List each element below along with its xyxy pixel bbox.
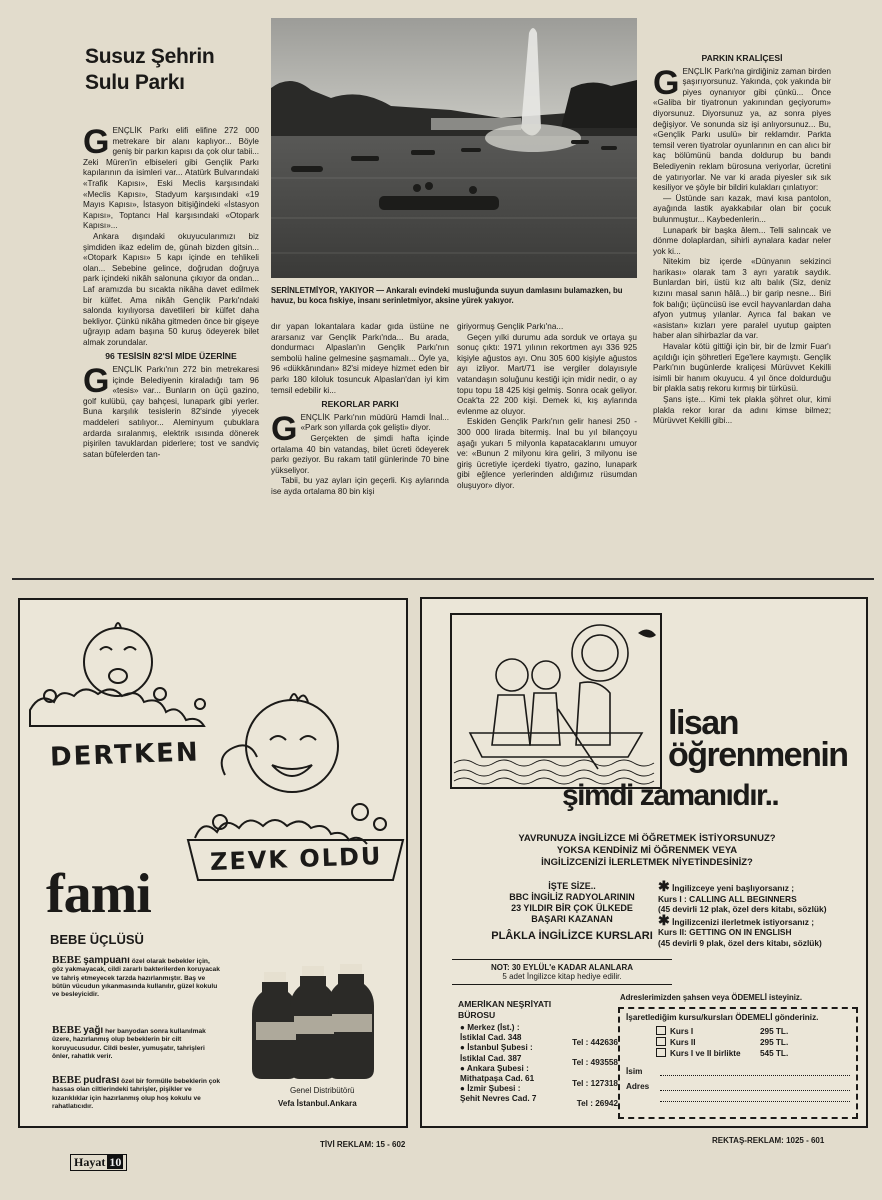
ad-credit-left: TİVİ REKLAM: 15 - 602: [320, 1140, 406, 1149]
paragraph: dır yapan lokantalara kadar gıda üstüne ne ararsanız var Gençlik Parkı'nda... Bu arada, dondurmacı Alpaslan'ın Gençlik Parkı'nın sembolü haline gelmesine şaşmamalı... Öyle ya, 96 «dükkânından» 82'si mideye hizmet eden bir parkı 180 kiloluk tosuncuk Alpaslan'dan iyi kim temsil edebilir ki...: [271, 322, 449, 395]
paragraph: ENÇLİK Parkı'na girdiğiniz zaman birden şaşırıyorsunuz. Yakında, çok yakında bir piyes oynanıyor gibi çünkü... Önce «Galiba bir tiyatronun yakınından geçiyorum» diyorsunuz. Diyorsunuz ya, az sonra piyes değişiyor. Ve sonunda siz işi anlıyorsunuz... Bu, «Gençlik Parkı usulü» bir reklamdır. Parkta temsil veren tiyatrolar oyunlarının en can alıcı bir kaç bölümünü banda doldurup bu bandı Belediyenin reklam bürosuna veriyorlar, ücretini de yatırıyorlar. Ne var ki arada piyesler sık sık kesiliyor ve şöyle bir bildiri kulakları çınlatıyor:: [653, 66, 831, 193]
article-column-1: [83, 123, 259, 460]
note-line: NOT: 30 EYLÜL'e KADAR ALANLARA: [490, 963, 634, 972]
name-label: İsim: [626, 1067, 643, 1076]
ad-headline: [668, 704, 848, 774]
headline-line1: Susuz Şehrin: [85, 45, 215, 68]
coupon-title: İşaretlediğim kursu/kursları ÖDEMELİ gönderiniz.: [626, 1013, 819, 1022]
address-phone: Tel : 493558: [572, 1058, 618, 1068]
paragraph: Geçen yılki durumu ada sorduk ve ortaya şu sonuç çıktı: 1971 yılının rekortmen ayı 336 925 kişiyle ağustos ayı. Onu 305 600 kişiyle ağustos ayı izliyor. Mart/71 ise vergiler dolayısıyle vatandaşın soluğunu kestiği için midir nedir, o ay topu topu 18 425 kişi gelmiş. Sonra ocak geliyor. Ocak'ta 22 200 kişi. Demek ki, kış aylarında evlenme az oluyor.: [457, 332, 637, 416]
address-street: İstiklal Cad. 387: [460, 1053, 522, 1063]
option-price: 545 TL.: [760, 1049, 789, 1058]
phone-list: [548, 1033, 618, 1115]
option-label: Kurs I: [670, 1027, 694, 1036]
bbc-line: BAŞARI KAZANAN: [531, 914, 613, 924]
paragraph: Şans işte... Kimi tek plakla şöhret olur, kimi plakla rekor kırar da adını kimse bilmez; Mürüvvet Kekilli gibi...: [653, 395, 831, 426]
drop-cap: G: [653, 63, 680, 102]
ad-slogan: ZEVK OLDU: [209, 841, 383, 877]
product-name: pudrası: [83, 1075, 120, 1086]
subheading: REKORLAR PARKI: [321, 399, 399, 410]
address-street: Mithatpaşa Cad. 61: [460, 1074, 535, 1084]
name-field[interactable]: [626, 1067, 850, 1076]
product-name: yağı: [83, 1025, 104, 1036]
park-fountain-photo: [271, 18, 637, 278]
address-street: İstiklal Cad. 348: [460, 1033, 522, 1043]
product-powder: [52, 1076, 222, 1111]
fami-baby-ad: [18, 598, 408, 1128]
option-price: 295 TL.: [760, 1027, 789, 1036]
order-intro: Adreslerimizden şahsen veya ÖDEMELİ isteyiniz.: [620, 993, 802, 1002]
course-2-detail: (45 devirli 9 plak, özel ders kitabı, sözlük): [658, 937, 822, 948]
ad-questions: [482, 833, 812, 869]
product-description: her banyodan sonra kullanılmak üzere, hazırlanmış olup bebeklerin bir cilt koruyucusudur. Cildi besler, yumuşatır, tahrişleri önler, rahatlık verir.: [52, 1028, 206, 1060]
page-number: 10: [109, 1155, 122, 1169]
address-name: ● Merkez (İst.) :: [460, 1023, 520, 1032]
product-title: BEBE: [52, 1074, 82, 1086]
course-2-title: Kurs II: GETTING ON IN ENGLISH: [658, 927, 792, 938]
subheading: 96 TESİSİN 82'Sİ MİDE ÜZERİNE: [105, 351, 237, 362]
order-coupon[interactable]: [618, 1007, 858, 1119]
product-oil: [52, 1026, 222, 1061]
question-line: YAVRUNUZA İNGİLİZCE Mİ ÖĞRETMEK İSTİYORSUNUZ?: [518, 833, 776, 844]
photo-illustration: [271, 18, 637, 278]
product-name: şampuanı: [83, 955, 130, 966]
product-description: özel olarak bebekler için, göz yakmayacak, cildi zararlı bakterilerden koruyacak ve tahriş etmeyecek tarzda hazırlanmıştır. Baş ve bütün vücudun yıkanmasında kullanılır, güzel kokulu ve besleyicidir.: [52, 958, 220, 999]
article-headline: [85, 44, 214, 96]
checkbox[interactable]: [656, 1048, 666, 1057]
address-street: Şehit Nevres Cad. 7: [460, 1094, 537, 1104]
option-price: 295 TL.: [760, 1038, 789, 1047]
address-name: ● Ankara Şubesi :: [460, 1063, 529, 1073]
question-line: YOKSA KENDİNİZ Mİ ÖĞRENMEK VEYA: [556, 845, 738, 856]
distributor-label: Genel Distribütörü: [290, 1086, 355, 1095]
section-divider: [12, 578, 874, 580]
paragraph: ENÇLİK Parkı'nın 272 bin metrekaresi içinde Belediyenin kiraladığı tam 96 «tesis» var... Bunların on üçü gazino, golf kulübü, çay bahçesi, lunapark gibi yerler. Buna karşılık tesislerin 82'sinde yiyecek maddeleri satılıyor... Aleminyum çubuklara ardarda sıralanmış, elektrik ısısında dönerek pişirilen tavuklardan piderlere; tost ve sandviç satan büfelerden tan-: [83, 365, 259, 459]
ad-credit-right: REKTAŞ-REKLAM: 1025 - 601: [712, 1136, 825, 1145]
coupon-option-3[interactable]: [656, 1048, 850, 1059]
magazine-name: Hayat: [74, 1155, 106, 1169]
product-bottles-icon: [248, 964, 378, 1084]
ad-headline-line3: şimdi zamanıdır..: [562, 779, 779, 812]
drop-cap: G: [83, 362, 110, 401]
drop-cap: G: [271, 409, 298, 448]
photo-caption: SERİNLETMİYOR, YAKIYOR — Ankaralı evindeki musluğunda suyun damlasını bulamazken, bu havuz, bu koca fıskiye, insanı serinletmiyor, aksine yürek yakıyor.: [271, 286, 623, 305]
checkbox[interactable]: [656, 1037, 666, 1046]
option-label: Kurs I ve II birlikte: [670, 1049, 741, 1058]
course-options: ✱ İngilizceye yeni başlıyorsanız ; Kurs I : CALLING ALL BEGINNERS (45 devirli 12 plak, özel ders kitabı, sözlük) ✱ İngilizcenizi ilerletmek istiyorsanız ; Kurs II: GETTING ON IN ENGLISH (45 devirli 9 plak, özel ders kitabı, sözlük): [658, 881, 858, 949]
bbc-block: [472, 881, 672, 942]
address-label: Adres: [626, 1082, 650, 1091]
paragraph: giriyormuş Gençlik Parkı'na...: [457, 322, 564, 331]
magazine-logo: [70, 1154, 127, 1171]
course-1-title: Kurs I : CALLING ALL BEGINNERS: [658, 893, 797, 904]
children-boat-illustration-icon: [450, 613, 662, 789]
publisher-name: AMERİKAN NEŞRİYATI: [458, 999, 552, 1009]
article-column-3: [457, 322, 637, 492]
product-shampoo: [52, 956, 222, 999]
coupon-options: [656, 1026, 850, 1059]
paragraph: Eskiden Gençlik Parkı'nın gelir hanesi 250 - 300 000 lirada bitermiş. İnal bu yıl bilançoyu aşağı yukarı 5 milyonla kapatacaklarını umuyor ve: «Bunun 2 milyonu kira geliri, 3 milyonu ise giriş ücretiyle içerdeki tiyatro, gazino, lunapark gibi eğlence yerlerinden aldığımız rüsumdan oluşuyor» diyor.: [457, 417, 637, 490]
address-phone: Tel : 442636: [572, 1038, 618, 1047]
paragraph: Havalar kötü gittiği için bir, bir de İzmir Fuar'ı açıldığı için şöhretleri Ege'lere kaymıştı. Gençlik Parkı'nın bugünlerde kraliçesi Mürüvvet Kekilli isimli bir hanım okuyucu. 4 yıl önce doldurduğu bir plakla satış rekoru kırmış bir türküsü.: [653, 342, 831, 394]
note-block: [452, 959, 672, 985]
address-phone: Tel : 127318: [572, 1078, 618, 1088]
headline-word: lisan: [668, 704, 738, 742]
publisher-block: [458, 999, 618, 1020]
article-column-4: [653, 50, 831, 427]
ad-product-line: BEBE ÜÇLÜSÜ: [50, 932, 144, 947]
paragraph: Nitekim biz içerde «Dünyanın sekizinci harikası» olarak tam 3 ayrı yaratık saydık. Bunlardan biri, üstü kız altı balık (Siz, deniz kızını masal sanın hâlâ...) bir garip nesne... Biri fok balığı; üçüncüsü ise evcil hayvanlardan daha afyon yutmuş yılanlar. Ayrıca fal bakan ve «asistan» kızları yere paralel uyutup gaipten haber alan sihirbazlar da var.: [653, 257, 831, 341]
address-phone: Tel : 26942: [576, 1099, 618, 1109]
coupon-option-1[interactable]: [656, 1026, 850, 1037]
language-course-ad: [420, 597, 868, 1128]
course-1-detail: (45 devirli 12 plak, özel ders kitabı, sözlük): [658, 904, 827, 915]
paragraph: Tabii, bu yaz ayları için geçerli. Kış aylarında ise ayda ortalama 80 bin kişi: [271, 476, 449, 496]
paragraph: ENÇLİK Parkı elifi elifine 272 000 metrekare bir alanı kaplıyor... Böyle geniş bir parkın kapısı da çok olur tabii... Zeki Müren'in elbiseleri gibi Gençlik Parkı kapılarının da isimleri var... Atatürk Bulvarındaki «Trafik Kapısı», Eski Meclis karşısındaki «Meclis Kapısı», Stadyum karşısındaki «19 Mayıs Kapısı», İstasyon bitişiğindeki «İstasyon Kapısı», Toptancı Hal karşısındaki «Otopark Kapısı»...: [83, 126, 259, 231]
paragraph: Lunapark bir başka âlem... Telli salıncak ve dönme dolaplardan, sihirli aynalara kadar neler yok ki...: [653, 225, 831, 256]
address-name: ● İzmir Şubesi :: [460, 1084, 521, 1094]
option-label: Kurs II: [670, 1038, 696, 1047]
address-line[interactable]: [660, 1082, 850, 1091]
headline-word: öğrenmenin: [668, 736, 848, 774]
question-line: İNGİLİZCENİZİ İLERLETMEK NİYETİNDESİNİZ?: [541, 857, 753, 868]
address-field[interactable]: [626, 1082, 850, 1091]
distributor-name: Vefa İstanbul.Ankara: [278, 1099, 357, 1108]
publisher-name: BÜROSU: [458, 1009, 496, 1020]
paragraph: — Üstünde sarı kazak, mavi kısa pantolon, ayağında lastik ayakkabılar olan bir çocuk bulunmuştur... Kaybedenlerin...: [653, 193, 831, 224]
note-line: 5 adet İngilizce kitap hediye edilir.: [502, 972, 622, 981]
drop-cap: G: [83, 123, 110, 161]
product-title: BEBE: [52, 954, 82, 966]
advanced-label: İngilizcenizi ilerletmek istiyorsanız ;: [672, 916, 815, 927]
ad-brand-slogan-top: DERTKEN: [49, 737, 201, 773]
checkbox[interactable]: [656, 1026, 666, 1035]
headline-line2: Sulu Parkı: [85, 71, 185, 94]
name-line[interactable]: [660, 1067, 850, 1076]
article-column-2: [271, 322, 449, 498]
product-description: özel bir formülle bebeklerin çok hassas olan ciltlerindeki tahrişler, pişikler ve kızarıklıklar için hazırlanmış olup hoş kokulu ve rahatlatıcıdır.: [52, 1078, 221, 1110]
paragraph: Gerçekten de şimdi hafta içinde ortalama 40 bin vatandaş, bilet ücreti ödeyerek parkı geziyor. Bu rakam tatil günlerinde 70 bine yükseliyor.: [271, 433, 449, 475]
coupon-option-2[interactable]: [656, 1037, 850, 1048]
paragraph: Ankara dışındaki okuyucularımızı biz şimdiden ikaz edelim de, günah bizden gitsin... «Otopark Kapısı» 5 kapı içinde en tehlikeli olan... Sebebine gelince, doğrudan doğruya park içindeki nikâh salonuna çıkıyor da ondan... Laf aramızda bu sıcakta nikâha davet edilmek bir külfet. Ama nikâh Gençlik Parkı'ndaki salonda kıyılıyorsa davetlileri bir külfet daha bekliyor. Çünkü nikâha gitmeden önce bir gişeye uğrayıp adam başına 50 kuruş ödeyerek bilet almak zorundalar.: [83, 231, 259, 347]
here-label: İŞTE SİZE..: [548, 881, 596, 891]
bbc-line: BBC İNGİLİZ RADYOLARININ: [509, 892, 635, 902]
bbc-line: 23 YILDIR BİR ÇOK ÜLKEDE: [511, 903, 633, 913]
paragraph: ENÇLİK Parkı'nın müdürü Hamdi İnal... «Park son yıllarda çok gelişti» diyor.: [300, 412, 449, 433]
address-line-2[interactable]: [660, 1101, 850, 1102]
subheading: PARKIN KRALİÇESİ: [701, 53, 783, 63]
ad-brand-logo: fami: [46, 863, 151, 925]
product-title: BEBE: [52, 1024, 82, 1036]
courses-title: PLÂKLA İNGİLİZCE KURSLARI: [491, 930, 653, 942]
address-name: ● İstanbul Şubesi :: [460, 1043, 533, 1053]
beginner-label: İngilizceye yeni başlıyorsanız ;: [672, 883, 795, 893]
